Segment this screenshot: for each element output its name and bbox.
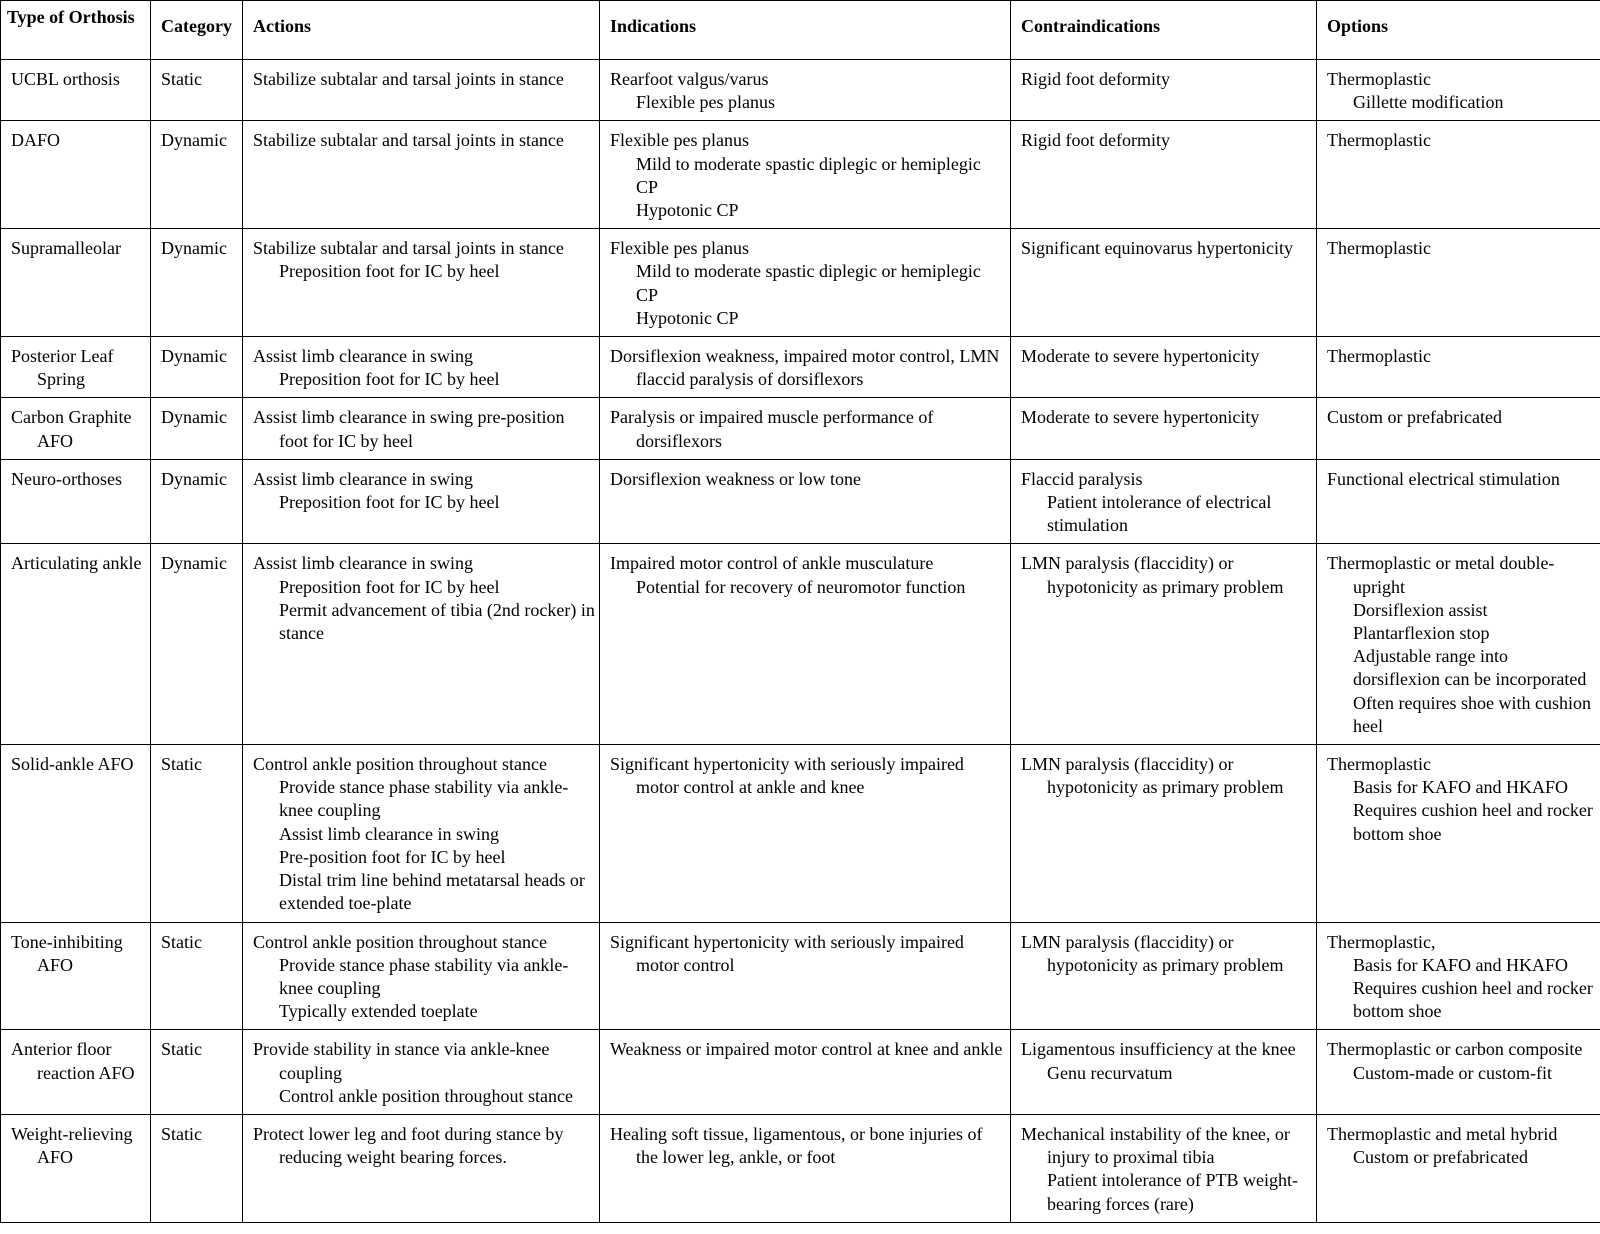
contraindications-line: Flaccid paralysis <box>1021 468 1143 489</box>
indications-line: Hypotonic CP <box>636 200 739 221</box>
options-cell <box>1317 459 1600 544</box>
contraindications-line: Rigid foot deformity <box>1021 69 1170 89</box>
category-line: Static <box>161 69 202 89</box>
indications-cell <box>600 544 1011 745</box>
table-row <box>1 922 1600 1030</box>
options-line: Thermoplastic <box>1327 346 1431 367</box>
type-cell <box>1 60 151 121</box>
options-cell <box>1317 544 1600 745</box>
actions-line: Provide stance phase stability via ankle-knee coupling <box>279 777 569 821</box>
type-cell <box>1 398 151 459</box>
table-row <box>1 60 1600 121</box>
actions-line: Preposition foot for IC by heel <box>279 369 500 390</box>
indications-line: Weakness or impaired motor control at knee and ankle <box>610 1039 1003 1060</box>
column-header-indications: Indications <box>600 1 1011 60</box>
options-line: Functional electrical stimulation <box>1327 468 1560 489</box>
actions-line: Provide stance phase stability via ankle-knee coupling <box>279 954 569 998</box>
contraindications-cell <box>1011 1030 1317 1115</box>
category-cell <box>151 398 243 459</box>
category-line: Static <box>161 1039 202 1060</box>
options-line: Thermoplastic and metal hybrid <box>1327 1123 1558 1144</box>
indications-cell <box>600 1114 1011 1222</box>
actions-line: Assist limb clearance in swing <box>253 553 473 574</box>
category-line: Dynamic <box>161 346 227 367</box>
actions-line: Permit advancement of tibia (2nd rocker) in stance <box>279 599 595 644</box>
header-row <box>1 1 1600 60</box>
options-line: Thermoplastic <box>1327 754 1431 775</box>
indications-line: Dorsiflexion weakness, impaired motor control, LMN flaccid paralysis of dorsiflexors <box>610 346 1000 390</box>
type-cell <box>1 121 151 229</box>
options-cell <box>1317 398 1600 459</box>
table-row <box>1 121 1600 229</box>
options-cell <box>1317 1114 1600 1222</box>
column-header-category: Category <box>151 1 243 60</box>
contraindications-cell <box>1011 922 1317 1030</box>
column-header-options: Options <box>1317 1 1600 60</box>
category-line: Dynamic <box>161 468 227 489</box>
indications-line: Paralysis or impaired muscle performance of dorsiflexors <box>610 407 934 451</box>
contraindications-cell <box>1011 398 1317 459</box>
type-line: Articulating ankle <box>11 553 142 574</box>
actions-line: Pre-position foot for IC by heel <box>279 846 506 867</box>
indications-cell <box>600 121 1011 229</box>
category-cell <box>151 745 243 922</box>
actions-line: Typically extended toeplate <box>279 1001 478 1022</box>
actions-line: Preposition foot for IC by heel <box>279 576 500 597</box>
table-row <box>1 1030 1600 1115</box>
contraindications-line: Moderate to severe hypertonicity <box>1021 346 1260 367</box>
contraindications-line: Ligamentous insufficiency at the knee <box>1021 1039 1296 1060</box>
contraindications-line: LMN paralysis (flaccidity) or hypotonicity as primary problem <box>1021 553 1284 597</box>
options-line: Thermoplastic or carbon composite <box>1327 1039 1583 1060</box>
contraindications-line: Mechanical instability of the knee, or injury to proximal tibia <box>1021 1123 1290 1168</box>
indications-cell <box>600 745 1011 922</box>
indications-cell <box>600 229 1011 337</box>
contraindications-line: Rigid foot deformity <box>1021 130 1170 151</box>
actions-cell <box>243 544 600 745</box>
indications-line: Mild to moderate spastic diplegic or hemiplegic CP <box>636 261 981 305</box>
category-cell <box>151 337 243 398</box>
actions-cell <box>243 121 600 229</box>
contraindications-cell <box>1011 544 1317 745</box>
options-line: Requires cushion heel and rocker bottom shoe <box>1353 977 1593 1022</box>
table-row <box>1 229 1600 337</box>
actions-line: Stabilize subtalar and tarsal joints in stance <box>253 238 564 259</box>
contraindications-line: Patient intolerance of PTB weight-bearing forces (rare) <box>1047 1170 1298 1214</box>
indications-cell <box>600 398 1011 459</box>
actions-line: Preposition foot for IC by heel <box>279 492 500 513</box>
table-row <box>1 1114 1600 1222</box>
options-line: Custom-made or custom-fit <box>1353 1062 1552 1083</box>
options-cell <box>1317 60 1600 121</box>
actions-cell <box>243 398 600 459</box>
column-header-actions: Actions <box>243 1 600 60</box>
category-line: Static <box>161 1123 202 1144</box>
type-line: Supramalleolar <box>11 238 121 259</box>
options-cell <box>1317 922 1600 1030</box>
category-line: Dynamic <box>161 553 227 574</box>
actions-line: Control ankle position throughout stance <box>253 931 547 952</box>
actions-line: Provide stability in stance via ankle-knee coupling <box>253 1039 550 1083</box>
options-line: Often requires shoe with cushion heel <box>1353 692 1591 736</box>
category-line: Static <box>161 931 202 952</box>
options-line: Thermoplastic, <box>1327 931 1436 952</box>
type-cell <box>1 745 151 922</box>
category-cell <box>151 1030 243 1115</box>
type-line: DAFO <box>11 130 61 151</box>
actions-cell <box>243 922 600 1030</box>
category-cell <box>151 229 243 337</box>
contraindications-line: Genu recurvatum <box>1047 1062 1173 1083</box>
contraindications-cell <box>1011 745 1317 922</box>
actions-line: Assist limb clearance in swing <box>253 468 473 489</box>
options-line: Basis for KAFO and HKAFO <box>1353 777 1568 798</box>
indications-cell <box>600 337 1011 398</box>
contraindications-cell <box>1011 1114 1317 1222</box>
indications-cell <box>600 922 1011 1030</box>
type-line: UCBL orthosis <box>11 69 120 89</box>
indications-line: Flexible pes planus <box>610 238 749 259</box>
options-line: Thermoplastic or metal double-upright <box>1327 553 1555 597</box>
category-cell <box>151 121 243 229</box>
options-line: Thermoplastic <box>1327 238 1431 259</box>
indications-cell <box>600 459 1011 544</box>
category-cell <box>151 544 243 745</box>
category-line: Dynamic <box>161 407 227 428</box>
category-cell <box>151 922 243 1030</box>
options-cell <box>1317 745 1600 922</box>
indications-line: Significant hypertonicity with seriously impaired motor control <box>610 931 964 975</box>
actions-line: Control ankle position throughout stance <box>279 1085 573 1106</box>
contraindications-cell <box>1011 337 1317 398</box>
contraindications-line: LMN paralysis (flaccidity) or hypotonicity as primary problem <box>1021 931 1284 975</box>
contraindications-line: Patient intolerance of electrical stimulation <box>1047 492 1272 536</box>
type-line: Carbon Graphite AFO <box>11 407 132 451</box>
options-line: Thermoplastic <box>1327 130 1431 151</box>
actions-line: Assist limb clearance in swing <box>253 346 473 367</box>
type-cell <box>1 229 151 337</box>
options-cell <box>1317 229 1600 337</box>
actions-cell <box>243 60 600 121</box>
indications-line: Potential for recovery of neuromotor function <box>636 576 966 597</box>
indications-line: Flexible pes planus <box>636 92 775 113</box>
table-row <box>1 544 1600 745</box>
column-header-contraindications: Contraindications <box>1011 1 1317 60</box>
options-cell <box>1317 337 1600 398</box>
contraindications-cell <box>1011 60 1317 121</box>
actions-line: Assist limb clearance in swing pre-position foot for IC by heel <box>253 407 565 451</box>
type-cell <box>1 337 151 398</box>
options-line: Dorsiflexion assist <box>1353 599 1488 620</box>
type-line: Tone-inhibiting AFO <box>11 931 123 975</box>
actions-cell <box>243 1114 600 1222</box>
category-line: Dynamic <box>161 238 227 259</box>
options-line: Custom or prefabricated <box>1327 407 1502 428</box>
category-cell <box>151 459 243 544</box>
table-row <box>1 745 1600 922</box>
type-line: Anterior floor reaction AFO <box>11 1039 135 1083</box>
column-header-type: Type of Orthosis <box>1 1 151 60</box>
type-cell <box>1 1030 151 1115</box>
contraindications-cell <box>1011 121 1317 229</box>
options-line: Thermoplastic <box>1327 69 1431 89</box>
options-line: Requires cushion heel and rocker bottom shoe <box>1353 800 1593 844</box>
indications-line: Mild to moderate spastic diplegic or hemiplegic CP <box>636 153 981 197</box>
actions-line: Assist limb clearance in swing <box>279 823 499 844</box>
indications-line: Significant hypertonicity with seriously impaired motor control at ankle and knee <box>610 754 964 798</box>
actions-line: Protect lower leg and foot during stance by reducing weight bearing forces. <box>253 1123 564 1168</box>
type-cell <box>1 922 151 1030</box>
type-cell <box>1 1114 151 1222</box>
options-line: Plantarflexion stop <box>1353 623 1490 644</box>
actions-line: Control ankle position throughout stance <box>253 754 547 775</box>
category-line: Dynamic <box>161 130 227 151</box>
type-line: Solid-ankle AFO <box>11 754 134 775</box>
indications-line: Hypotonic CP <box>636 307 739 328</box>
contraindications-line: LMN paralysis (flaccidity) or hypotonicity as primary problem <box>1021 754 1284 798</box>
category-cell <box>151 60 243 121</box>
actions-cell <box>243 337 600 398</box>
indications-line: Healing soft tissue, ligamentous, or bone injuries of the lower leg, ankle, or foot <box>610 1123 983 1168</box>
table-row <box>1 459 1600 544</box>
options-line: Basis for KAFO and HKAFO <box>1353 954 1568 975</box>
contraindications-cell <box>1011 229 1317 337</box>
category-cell <box>151 1114 243 1222</box>
actions-cell <box>243 745 600 922</box>
indications-cell <box>600 1030 1011 1115</box>
type-cell <box>1 544 151 745</box>
options-cell <box>1317 1030 1600 1115</box>
type-line: Posterior Leaf Spring <box>11 346 114 390</box>
options-line: Custom or prefabricated <box>1353 1147 1528 1168</box>
actions-line: Stabilize subtalar and tarsal joints in stance <box>253 130 564 151</box>
category-line: Static <box>161 754 202 775</box>
contraindications-line: Moderate to severe hypertonicity <box>1021 407 1260 428</box>
actions-cell <box>243 459 600 544</box>
indications-line: Dorsiflexion weakness or low tone <box>610 468 861 489</box>
contraindications-cell <box>1011 459 1317 544</box>
indications-cell <box>600 60 1011 121</box>
options-line: Adjustable range into dorsiflexion can be incorporated <box>1353 646 1587 690</box>
actions-line: Stabilize subtalar and tarsal joints in stance <box>253 69 564 89</box>
options-line: Gillette modification <box>1353 92 1504 113</box>
indications-line: Rearfoot valgus/varus <box>610 69 769 89</box>
indications-line: Impaired motor control of ankle musculature <box>610 553 934 574</box>
actions-cell <box>243 1030 600 1115</box>
actions-cell <box>243 229 600 337</box>
type-cell <box>1 459 151 544</box>
type-line: Neuro-orthoses <box>11 468 122 489</box>
contraindications-line: Significant equinovarus hypertonicity <box>1021 238 1293 259</box>
table-row <box>1 337 1600 398</box>
actions-line: Distal trim line behind metatarsal heads or extended toe-plate <box>279 870 585 914</box>
actions-line: Preposition foot for IC by heel <box>279 261 500 282</box>
type-line: Weight-relieving AFO <box>11 1123 133 1168</box>
options-cell <box>1317 121 1600 229</box>
indications-line: Flexible pes planus <box>610 130 749 151</box>
table-row <box>1 398 1600 459</box>
